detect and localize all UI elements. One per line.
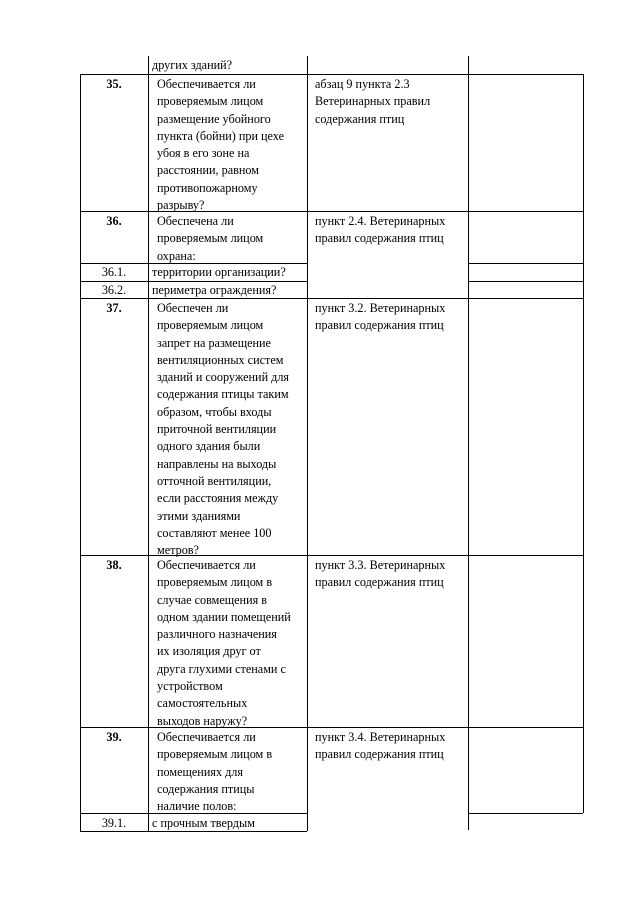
table-rule <box>468 263 583 264</box>
question-text: Обеспечен ли проверяемым лицом запрет на размещение вентиляционных систем зданий и сооружений для содержания птицы таким образом, чтобы входы приточной вентиляции одного здания были направлены на выходы отточной вентиляции, если расстояния между этими зданиями составляют менее 100 метров? <box>157 301 290 558</box>
question-text: Обеспечивается ли проверяемым лицом в помещениях для содержания птицы наличие полов: <box>157 730 273 814</box>
item-number: 36. <box>106 214 122 228</box>
legal-reference: пункт 2.4. Ветеринарных правил содержания птиц <box>315 214 446 246</box>
table-rule <box>80 727 583 728</box>
legal-reference: пункт 3.3. Ветеринарных правил содержания птиц <box>315 558 446 590</box>
question-text: Обеспечивается ли проверяемым лицом размещение убойного пункта (бойни) при цехе убоя в его зоне на расстоянии, равном противопожарному разрыву? <box>157 77 285 213</box>
table-rule <box>307 56 308 831</box>
table-rule <box>80 74 81 831</box>
item-number: 39.1. <box>101 816 127 830</box>
question-text: с прочным твердым <box>152 816 255 830</box>
table-rule <box>583 74 584 813</box>
item-number: 38. <box>106 558 122 572</box>
table-rule <box>148 56 149 831</box>
table-rule <box>468 281 583 282</box>
question-text: территории организации? <box>152 265 286 279</box>
question-text: Обеспечена ли проверяемым лицом охрана: <box>157 214 264 263</box>
item-number: 39. <box>106 730 122 744</box>
item-number: 36.1. <box>101 265 127 279</box>
legal-reference: абзац 9 пункта 2.3 Ветеринарных правил содержания птиц <box>315 77 431 126</box>
item-number: 36.2. <box>101 283 127 297</box>
table-rule <box>468 813 583 814</box>
legal-reference: пункт 3.2. Ветеринарных правил содержания птиц <box>315 301 446 333</box>
question-text: Обеспечивается ли проверяемым лицом в случае совмещения в одном здании помещений различного назначения их изоляция друг от друга глухими стенами с устройством самостоятельных выходов наружу? <box>157 558 291 728</box>
table-rule <box>80 211 583 212</box>
question-text: других зданий? <box>152 58 233 72</box>
table-rule <box>468 56 469 830</box>
question-text: периметра ограждения? <box>152 283 277 297</box>
legal-reference: пункт 3.4. Ветеринарных правил содержания птиц <box>315 730 446 762</box>
table-rule <box>80 555 583 556</box>
item-number: 37. <box>106 301 122 315</box>
item-number: 35. <box>106 77 122 91</box>
